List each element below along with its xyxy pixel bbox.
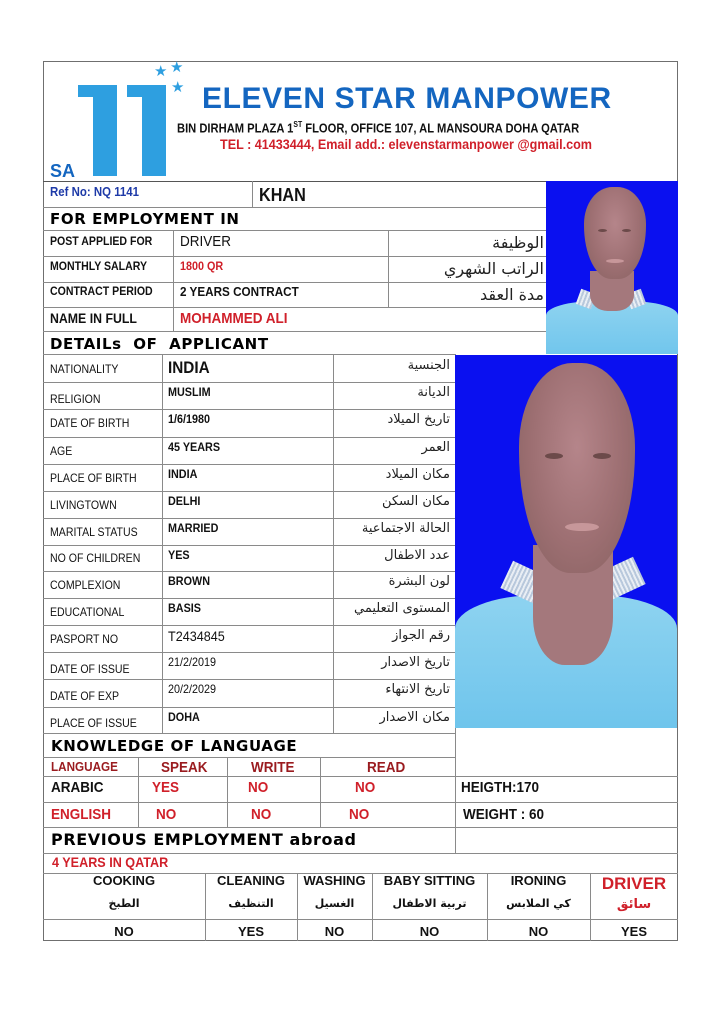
field-label-arabic: الوظيفة <box>492 233 544 252</box>
field-label: PLACE OF BIRTH <box>50 470 137 485</box>
full-name-label: NAME IN FULL <box>50 310 137 326</box>
field-label-arabic: مكان الاصدار <box>379 710 450 725</box>
skill-name: DRIVER <box>601 874 667 893</box>
field-label-arabic: الجنسية <box>407 358 450 373</box>
full-name-value: MOHAMMED ALI <box>180 310 288 327</box>
field-value: BROWN <box>168 574 211 588</box>
language-col-header: LANGUAGE <box>51 759 118 774</box>
language-col-header: READ <box>367 759 406 776</box>
field-value: DELHI <box>168 494 201 508</box>
field-label-arabic: الراتب الشهري <box>443 259 544 278</box>
previous-employment-summary: 4 YEARS IN QATAR <box>52 854 169 870</box>
field-value: 20/2/2029 <box>168 682 217 696</box>
field-label-arabic: الديانة <box>417 385 450 400</box>
skill-name: IRONING <box>510 873 567 888</box>
field-label-arabic: رقم الجواز <box>392 628 450 643</box>
section-title-previous-employment: PREVIOUS EMPLOYMENT abroad <box>51 830 357 849</box>
skill-name-arabic: الغسيل <box>314 897 355 910</box>
field-value: DRIVER <box>180 233 232 250</box>
field-label-arabic: تاريخ الانتهاء <box>385 682 450 697</box>
field-label: DATE OF BIRTH <box>50 416 130 430</box>
skill-name: WASHING <box>303 873 366 888</box>
skill-name-arabic: التنظيف <box>228 897 274 910</box>
field-label: NATIONALITY <box>50 361 119 376</box>
language-write: NO <box>248 779 269 796</box>
applicant-photo-small <box>546 181 678 354</box>
field-label-arabic: العمر <box>421 440 450 455</box>
field-label-arabic: مكان السكن <box>381 494 450 509</box>
field-value: INDIA <box>168 358 210 377</box>
language-read: NO <box>355 779 376 796</box>
address-part: BIN DIRHAM PLAZA 1 <box>177 120 294 136</box>
field-label: DATE OF ISSUE <box>50 661 130 676</box>
field-label: MARITAL STATUS <box>50 524 138 539</box>
height-value: HEIGTH:170 <box>461 779 540 796</box>
skill-name-arabic: سائق <box>616 897 652 912</box>
skill-value: NO <box>419 924 440 939</box>
section-title-language: KNOWLEDGE OF LANGUAGE <box>51 737 298 755</box>
company-contact: TEL : 41433444, Email add.: elevenstarmanpower @gmail.com <box>220 136 593 152</box>
field-value: INDIA <box>168 467 198 481</box>
skill-name: CLEANING <box>217 873 285 888</box>
language-name: ARABIC <box>51 779 104 796</box>
field-label: EDUCATIONAL <box>50 604 125 619</box>
field-value: 1/6/1980 <box>168 412 211 426</box>
field-value: YES <box>168 548 190 562</box>
skill-name-arabic: تربية الاطفال <box>392 897 467 910</box>
field-label: MONTHLY SALARY <box>50 259 148 273</box>
skill-name: BABY SITTING <box>383 873 476 888</box>
field-value: T2434845 <box>168 628 225 644</box>
surname: KHAN <box>259 185 306 205</box>
skill-value: YES <box>620 924 647 939</box>
company-name: ELEVEN STAR MANPOWER <box>202 82 612 115</box>
field-value: DOHA <box>168 710 200 724</box>
language-read: NO <box>349 806 370 823</box>
field-label-arabic: تاريخ الاصدار <box>381 655 450 670</box>
language-name: ENGLISH <box>51 806 112 823</box>
skill-name: COOKING <box>92 873 156 888</box>
field-label: PLACE OF ISSUE <box>50 716 137 730</box>
company-address <box>177 120 579 135</box>
field-label: DATE OF EXP <box>50 689 120 703</box>
address-part: FLOOR, OFFICE 107, AL MANSOURA DOHA QATAR <box>302 120 580 136</box>
reference-number: Ref No: NQ 1141 <box>50 184 140 199</box>
language-speak: NO <box>156 806 177 823</box>
field-value: 2 YEARS CONTRACT <box>180 284 299 299</box>
field-label: CONTRACT PERIOD <box>50 284 153 298</box>
field-value: 45 YEARS <box>168 440 221 454</box>
field-value: 1800 QR <box>180 259 224 273</box>
field-label-arabic: مكان الميلاد <box>385 467 450 482</box>
section-title-applicant: DETAILs OF APPLICANT <box>50 335 269 353</box>
language-write: NO <box>251 806 272 823</box>
field-label: AGE <box>50 443 73 458</box>
field-value: BASIS <box>168 601 202 615</box>
field-label-arabic: الحالة الاجتماعية <box>361 521 450 536</box>
skill-name-arabic: كي الملابس <box>506 897 571 910</box>
field-value: MUSLIM <box>168 385 211 399</box>
field-value: MARRIED <box>168 521 219 535</box>
field-label: LIVINGTOWN <box>50 497 117 512</box>
field-label-arabic: عدد الاطفال <box>384 548 450 563</box>
section-title-employment: FOR EMPLOYMENT IN <box>50 210 240 228</box>
skill-value: NO <box>528 924 549 939</box>
star-icon: ★ <box>171 79 185 96</box>
field-label: RELIGION <box>50 391 101 406</box>
field-label-arabic: لون البشرة <box>388 574 450 589</box>
star-icon: ★ <box>170 59 184 76</box>
skill-name-arabic: الطبخ <box>108 897 140 910</box>
field-label-arabic: المستوى التعليمي <box>354 601 450 616</box>
weight-value: WEIGHT : 60 <box>463 806 545 823</box>
logo-prefix: SA <box>50 161 76 181</box>
field-label: PASPORT NO <box>50 631 119 646</box>
language-col-header: SPEAK <box>161 759 208 776</box>
address-sup: ST <box>293 120 303 129</box>
applicant-photo-large <box>455 355 677 728</box>
skill-value: NO <box>324 924 345 939</box>
language-speak: YES <box>152 779 180 796</box>
skill-value: NO <box>114 924 134 939</box>
star-icon: ★ <box>154 63 168 80</box>
field-label: POST APPLIED FOR <box>50 234 153 248</box>
field-value: 21/2/2019 <box>168 655 217 669</box>
skill-value: YES <box>237 924 264 939</box>
field-label: COMPLEXION <box>50 577 121 592</box>
field-label: NO OF CHILDREN <box>50 551 141 565</box>
field-label-arabic: مدة العقد <box>480 285 544 304</box>
language-col-header: WRITE <box>251 759 295 776</box>
field-label-arabic: تاريخ الميلاد <box>387 412 450 427</box>
